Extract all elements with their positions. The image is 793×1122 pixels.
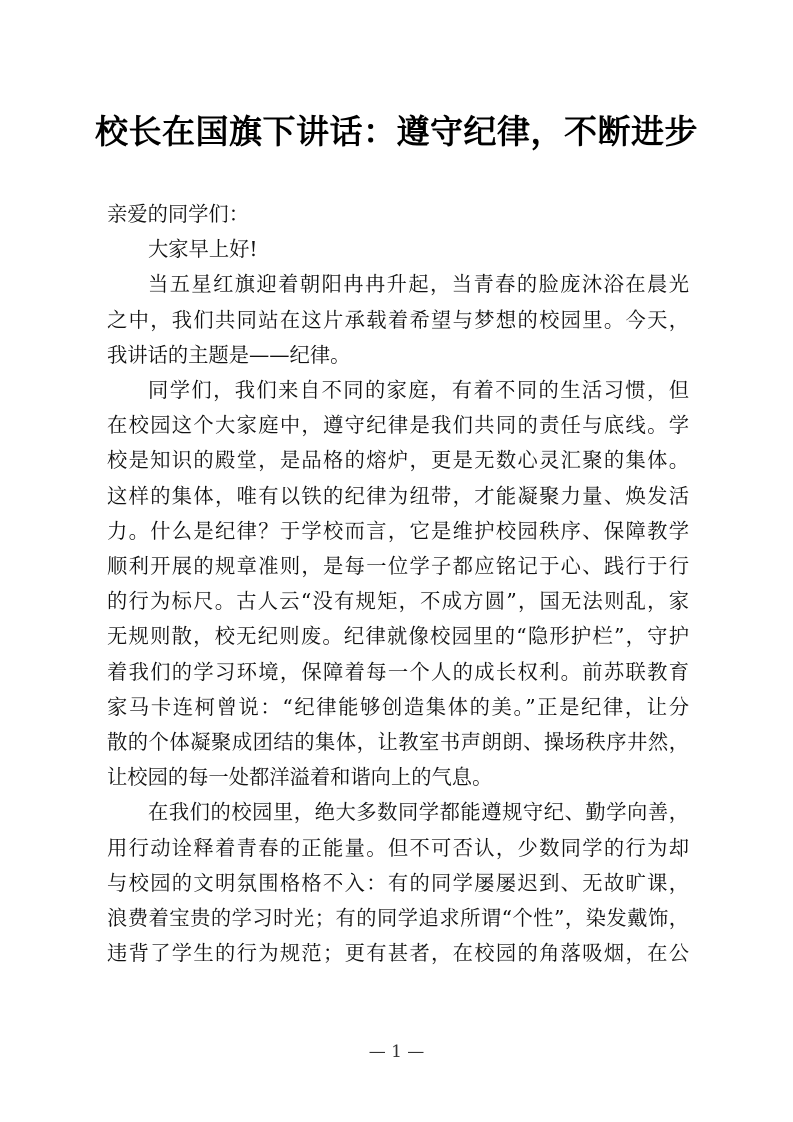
text-line: 顺利开展的规章准则，是每一位学子都应铭记于心、践行于行	[107, 554, 689, 579]
text-line: 散的个体凝聚成团结的集体，让教室书声朗朗、操场秩序井然，	[107, 730, 689, 755]
text-line: 这样的集体，唯有以铁的纪律为纽带，才能凝聚力量、焕发活	[107, 483, 689, 508]
text-line: 违背了学生的行为规范；更有甚者，在校园的角落吸烟，在公	[107, 941, 689, 966]
document-title: 校长在国旗下讲话：遵守纪律，不断进步	[95, 112, 698, 151]
greeting: 大家早上好!	[148, 237, 258, 262]
document-body	[107, 197, 689, 971]
text-line: 用行动诠释着青春的正能量。但不可否认，少数同学的行为却	[107, 835, 689, 860]
text-line: 家马卡连柯曾说：“纪律能够创造集体的美。”正是纪律，让分	[107, 694, 689, 719]
paragraph-2	[107, 373, 689, 795]
text-line: 浪费着宝贵的学习时光；有的同学追求所谓“个性”，染发戴饰，	[107, 906, 689, 931]
text-line: 让校园的每一处都洋溢着和谐向上的气息。	[107, 765, 493, 790]
text-line: 同学们，我们来自不同的家庭，有着不同的生活习惯，但	[148, 378, 689, 403]
text-line: 在我们的校园里，绝大多数同学都能遵规守纪、勤学向善，	[148, 800, 689, 825]
text-line: 之中，我们共同站在这片承载着希望与梦想的校园里。今天，	[107, 307, 689, 332]
text-line: 力。什么是纪律？于学校而言，它是维护校园秩序、保障教学	[107, 518, 689, 543]
text-line: 校是知识的殿堂，是品格的熔炉，更是无数心灵汇聚的集体。	[107, 448, 689, 473]
text-line: 在校园这个大家庭中，遵守纪律是我们共同的责任与底线。学	[107, 413, 689, 438]
text-line: 当五星红旗迎着朝阳冉冉升起，当青春的脸庞沐浴在晨光	[148, 272, 689, 297]
text-line: 与校园的文明氛围格格不入：有的同学屡屡迟到、无故旷课，	[107, 870, 689, 895]
salutation: 亲爱的同学们：	[107, 202, 249, 226]
text-line: 无规则散，校无纪则废。纪律就像校园里的“隐形护栏”，守护	[107, 624, 689, 649]
text-line: 的行为标尺。古人云“没有规矩，不成方圆”，国无法则乱，家	[107, 589, 689, 614]
text-line: 我讲话的主题是——纪律。	[107, 342, 351, 367]
text-line: 着我们的学习环境，保障着每一个人的成长权利。前苏联教育	[107, 659, 689, 684]
paragraph-3	[107, 795, 689, 971]
page-number: — 1 —	[368, 1042, 425, 1062]
paragraph-1	[107, 267, 689, 373]
